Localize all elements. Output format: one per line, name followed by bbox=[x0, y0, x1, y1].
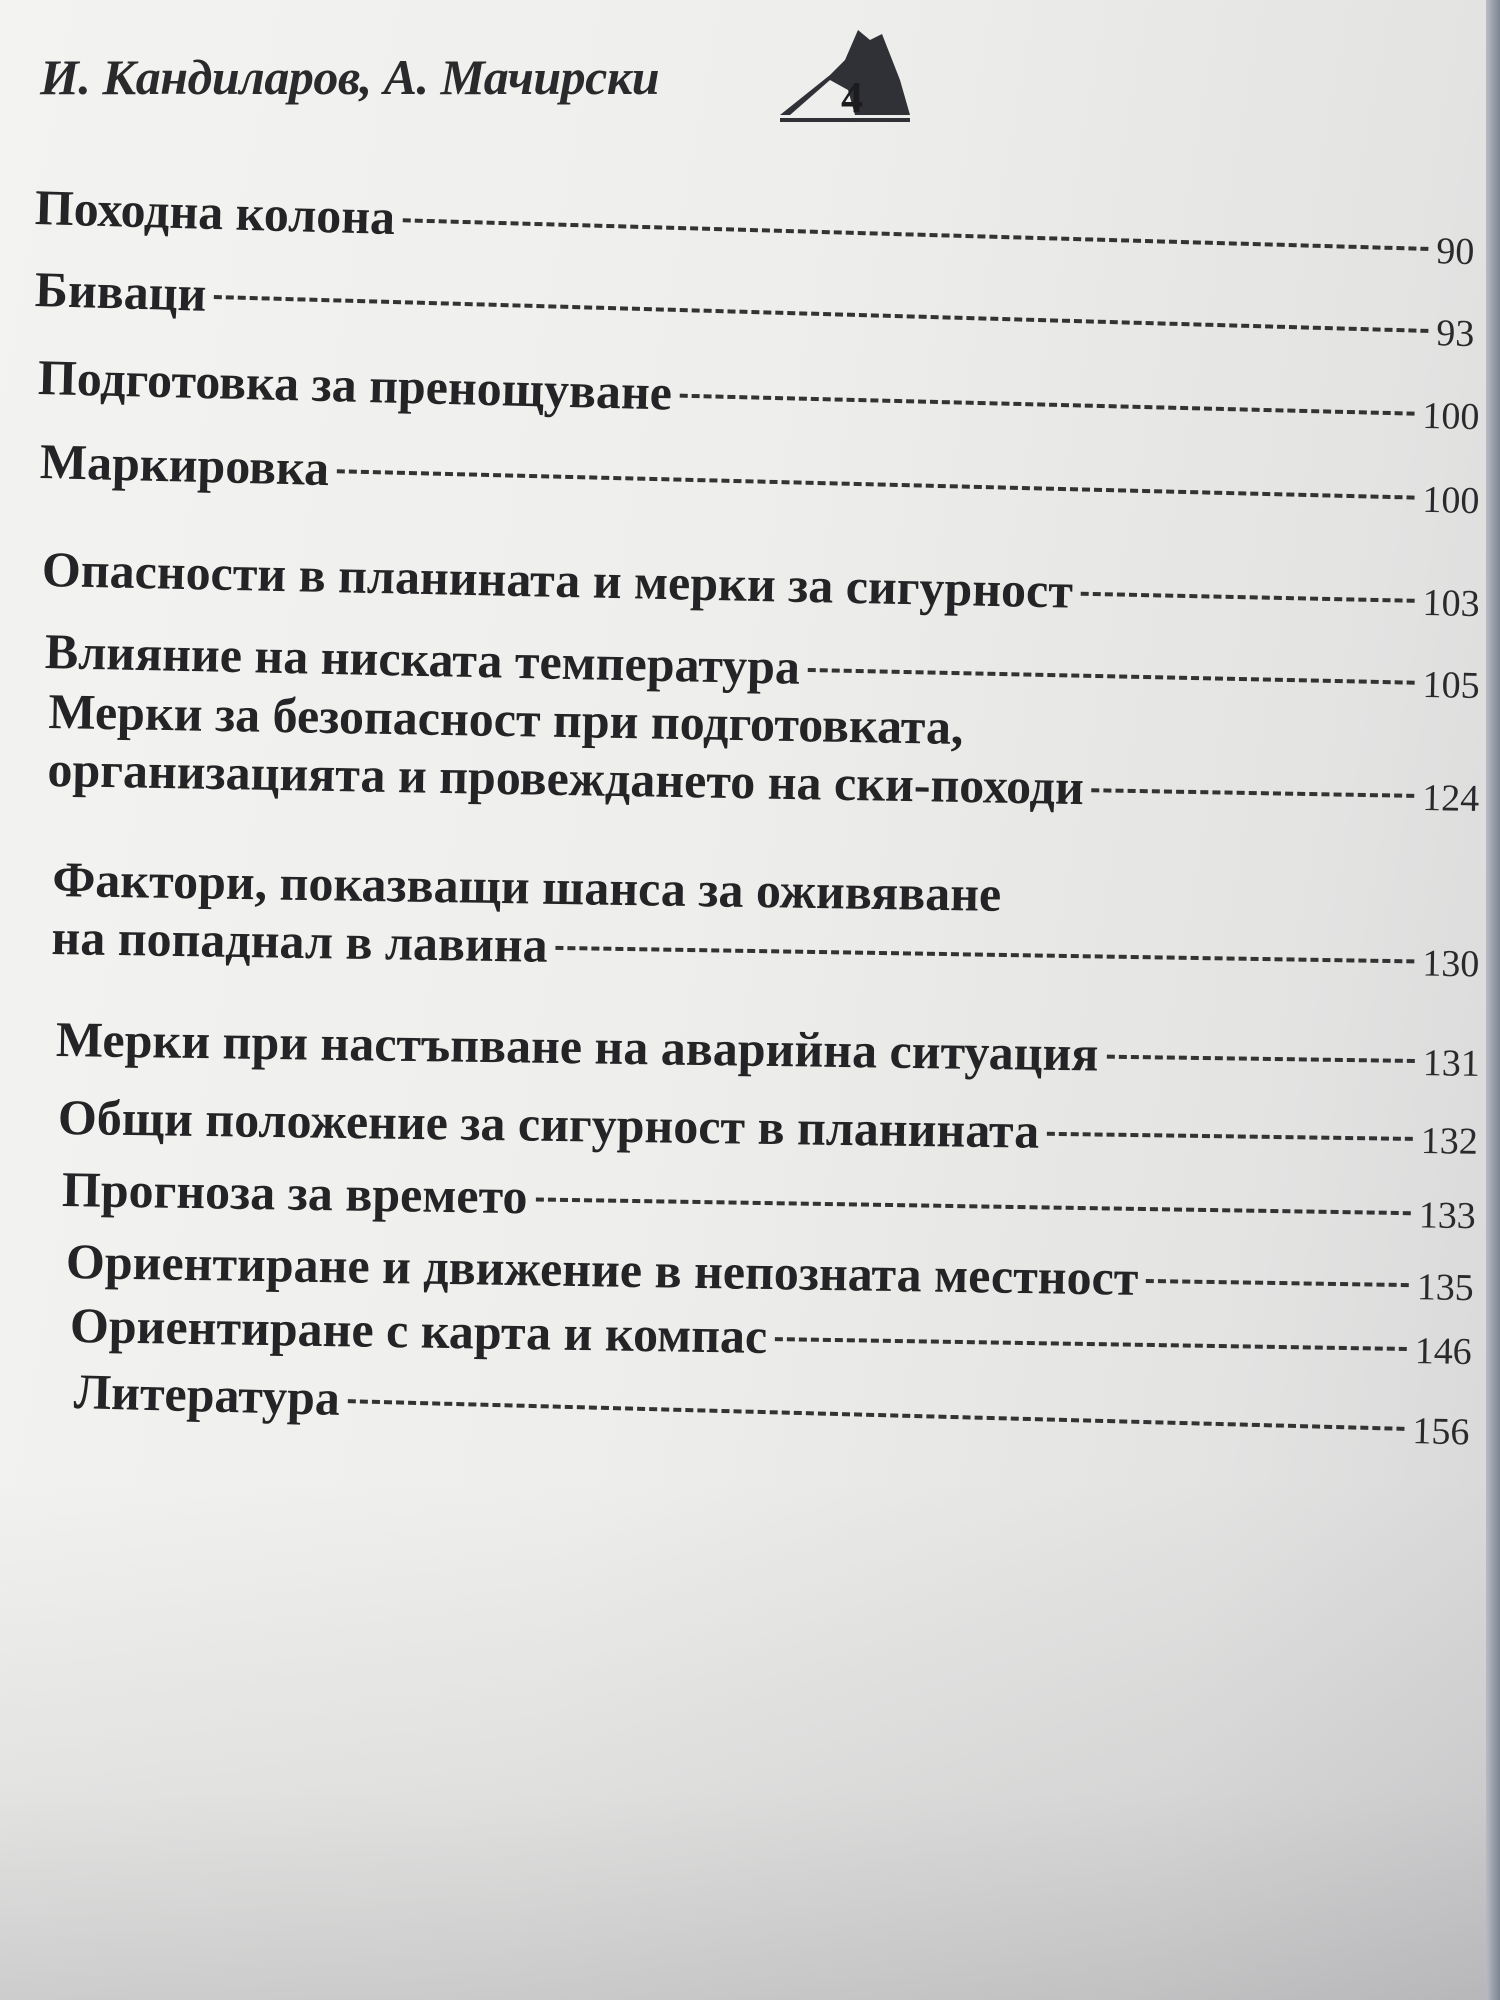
toc-entry-title: Ориентиране и движение в непозната местност bbox=[65, 1233, 1139, 1306]
toc-entry-title-line2: на попаднал в лавина bbox=[51, 908, 549, 973]
toc-entry-title: Общи положение за сигурност в планината bbox=[57, 1089, 1040, 1159]
toc-entry-page: 90 bbox=[1435, 230, 1475, 274]
toc-entry-title: Опасности в планината и мерки за сигурност bbox=[41, 541, 1074, 619]
toc-entry[interactable] bbox=[47, 682, 1481, 823]
toc-entry-title: Ориентиране с карта и компас bbox=[69, 1297, 768, 1364]
toc-leader bbox=[403, 218, 1428, 251]
toc-entry-title: Литература bbox=[73, 1363, 341, 1426]
toc-entry[interactable] bbox=[58, 1088, 1479, 1166]
toc-entry-page: 130 bbox=[1421, 942, 1480, 986]
toc-entry[interactable] bbox=[39, 432, 1480, 525]
toc-leader bbox=[680, 394, 1415, 416]
toc-entry-page: 131 bbox=[1422, 1042, 1481, 1085]
toc-entry-page: 133 bbox=[1418, 1194, 1477, 1238]
toc-entry-title-line1: Мерки за безопасност при подготовката, bbox=[48, 683, 964, 755]
logo-number: 4 bbox=[841, 73, 863, 122]
toc-leader bbox=[535, 1197, 1410, 1215]
toc-entry-page: 100 bbox=[1421, 394, 1480, 439]
toc-entry-page: 135 bbox=[1416, 1266, 1475, 1310]
toc-entry-page: 132 bbox=[1420, 1120, 1479, 1163]
toc-entry[interactable] bbox=[51, 850, 1481, 988]
toc-entry-title-line1: Фактори, показващи шанса за оживяване bbox=[52, 851, 1002, 922]
toc-entry[interactable] bbox=[37, 348, 1480, 441]
toc-entry-title: Влияние на ниската температура bbox=[44, 623, 801, 695]
toc-leader bbox=[1047, 1132, 1413, 1141]
toc-leader bbox=[348, 1399, 1405, 1431]
toc-entry-title: Биваци bbox=[34, 261, 208, 322]
toc-leader bbox=[775, 1337, 1407, 1351]
toc-entry-page: 103 bbox=[1422, 581, 1481, 626]
toc-entry-page: 146 bbox=[1414, 1330, 1473, 1374]
toc-entry-page: 124 bbox=[1421, 776, 1480, 820]
toc-leader bbox=[214, 295, 1428, 333]
toc-leader bbox=[556, 946, 1415, 963]
running-header-authors: И. Кандиларов, А. Мачирски bbox=[40, 49, 660, 105]
toc-leader bbox=[808, 668, 1415, 685]
toc-leader bbox=[1092, 788, 1415, 798]
toc-leader bbox=[1081, 592, 1415, 603]
toc-entry-title: Маркировка bbox=[39, 433, 330, 497]
toc-entry-title-line2: организацията и провеждането на ски-походи bbox=[47, 740, 1085, 816]
toc-entry-page: 156 bbox=[1411, 1410, 1470, 1454]
toc-entry[interactable] bbox=[73, 1362, 1470, 1457]
toc-entry[interactable] bbox=[62, 1160, 1477, 1240]
toc-entry-page: 93 bbox=[1435, 312, 1475, 356]
toc-entry-page: 105 bbox=[1422, 663, 1481, 708]
toc-entry[interactable] bbox=[34, 178, 1475, 276]
toc-entry-title: Прогноза за времето bbox=[61, 1161, 528, 1225]
toc-entry-title: Подготовка за пренощуване bbox=[37, 349, 673, 421]
toc-entry-page: 100 bbox=[1421, 478, 1480, 523]
toc-entry[interactable] bbox=[56, 1010, 1481, 1088]
toc-entry-title: Походна колона bbox=[34, 179, 396, 246]
toc-leader bbox=[1106, 1055, 1414, 1063]
toc-entry-title: Мерки при настъпване на аварийна ситуация bbox=[55, 1011, 1099, 1082]
toc-leader bbox=[1146, 1279, 1409, 1287]
toc-leader bbox=[337, 469, 1415, 499]
toc-entry[interactable] bbox=[41, 540, 1480, 628]
toc-entry[interactable] bbox=[34, 260, 1475, 358]
